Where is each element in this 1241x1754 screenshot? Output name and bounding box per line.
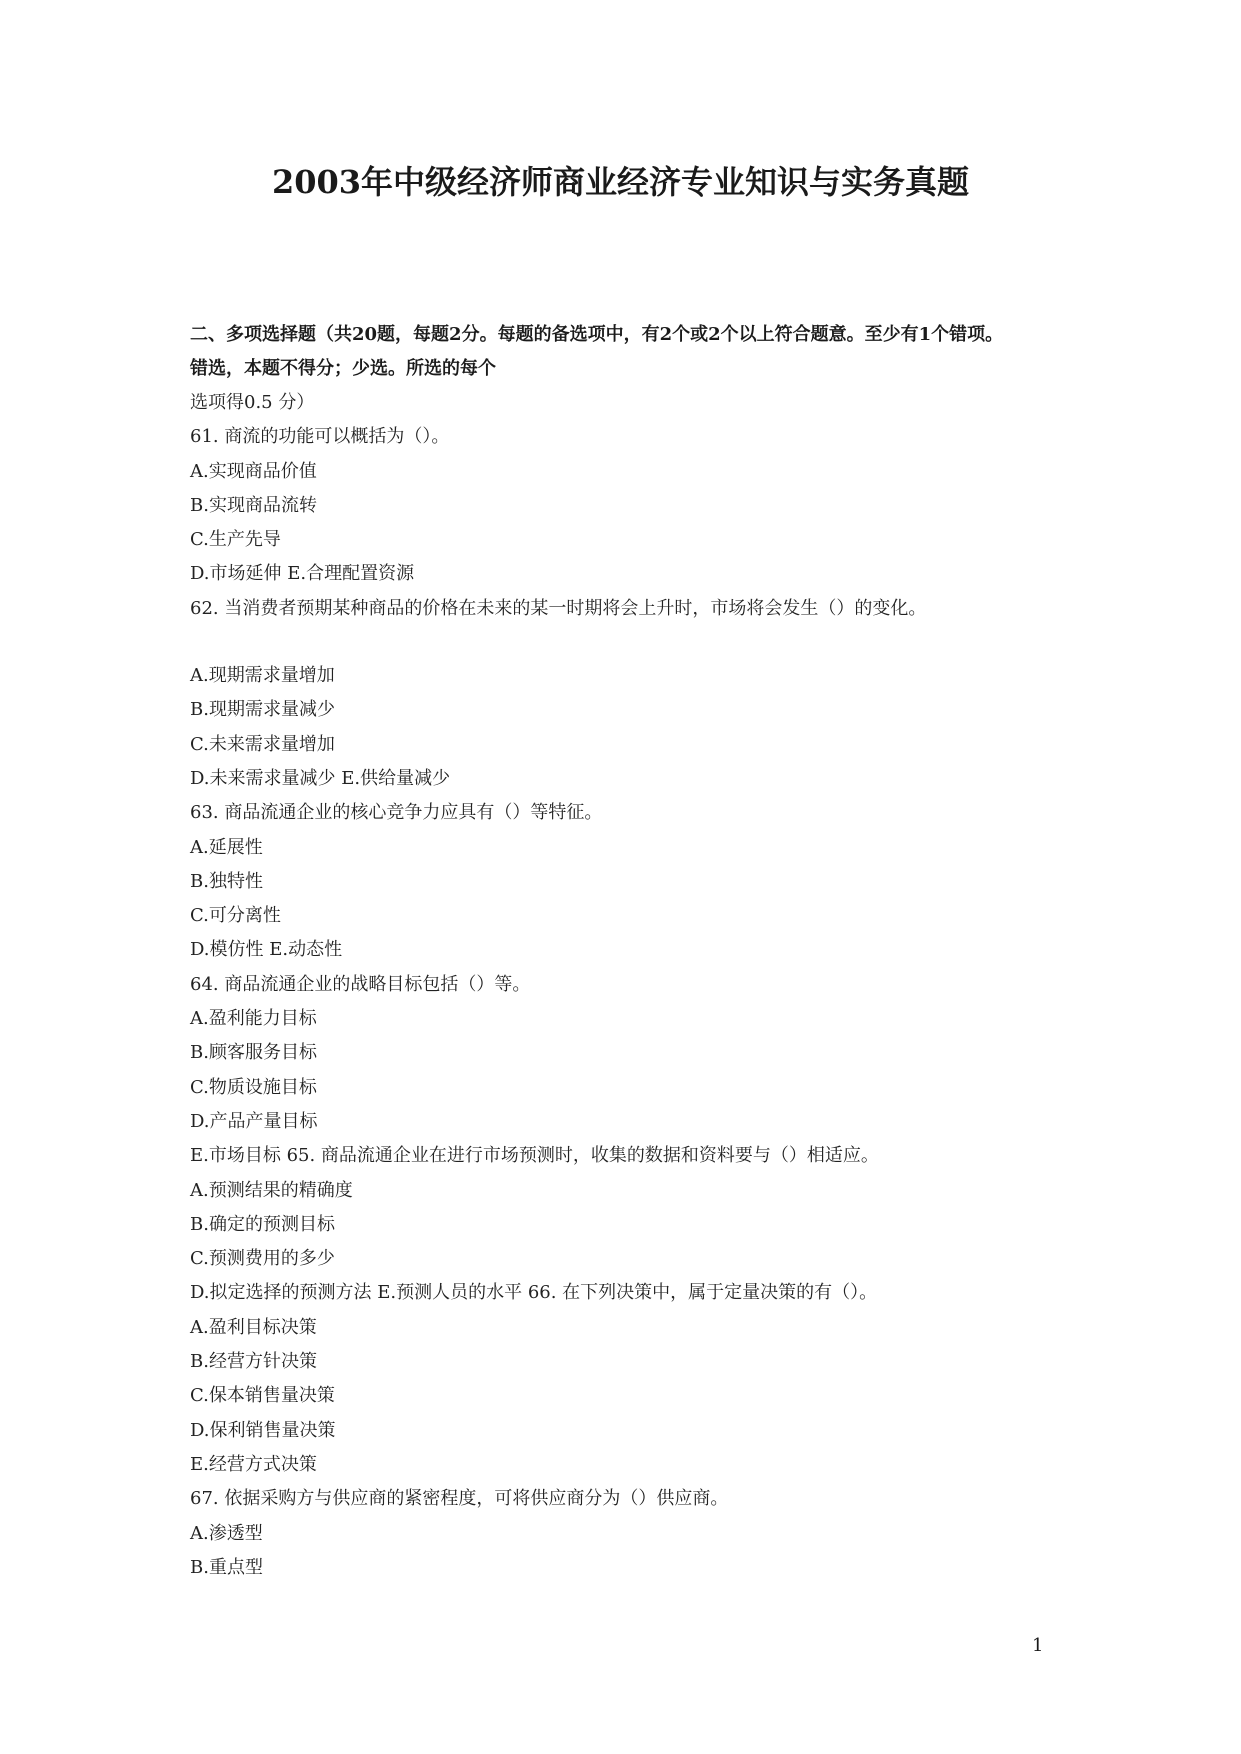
question-62: 62. 当消费者预期某种商品的价格在未来的某一时期将会上升时，市场将会发生（）的变化。: [190, 597, 927, 619]
page-title: 2003年中级经济师商业经济专业知识与实务真题: [271, 163, 970, 201]
option-line: B.现期需求量减少: [190, 699, 335, 721]
option-line: D.模仿性 E.动态性: [190, 939, 343, 961]
option-line: B.顾客服务目标: [190, 1042, 317, 1064]
option-line: D.市场延伸 E.合理配置资源: [190, 563, 415, 585]
option-line: A.盈利能力目标: [190, 1008, 317, 1030]
page-number: 1: [1032, 1635, 1044, 1656]
option-line: A.实现商品价值: [190, 460, 317, 482]
question-63: 63. 商品流通企业的核心竞争力应具有（）等特征。: [190, 802, 603, 824]
question-65: E.市场目标 65. 商品流通企业在进行市场预测时，收集的数据和资料要与（）相适应。: [190, 1145, 879, 1167]
option-line: C.未来需求量增加: [190, 733, 335, 755]
option-line: A.盈利目标决策: [190, 1316, 317, 1338]
section-heading: [190, 318, 1070, 386]
option-line: A.预测结果的精确度: [190, 1179, 353, 1201]
option-line: C.生产先导: [190, 529, 281, 551]
option-line: C.物质设施目标: [190, 1076, 317, 1098]
option-line: D.产品产量目标: [190, 1110, 318, 1132]
option-line: B.经营方针决策: [190, 1351, 317, 1373]
option-line: B.确定的预测目标: [190, 1213, 335, 1235]
option-line: C.预测费用的多少: [190, 1248, 335, 1270]
option-line: A.渗透型: [190, 1522, 263, 1544]
option-line: C.可分离性: [190, 905, 281, 927]
section-heading-line: 错选，本题不得分；少选。所选的每个: [190, 358, 496, 379]
section-heading-line: 二、多项选择题（共20题，每题2分。每题的备选项中，有2个或2个以上符合题意。至少有1个错项。: [190, 324, 1004, 345]
option-line: B.独特性: [190, 870, 263, 892]
question-64: 64. 商品流通企业的战略目标包括（）等。: [190, 973, 531, 995]
option-line: B.重点型: [190, 1556, 263, 1578]
option-line: A.现期需求量增加: [190, 665, 335, 687]
question-67: 67. 依据采购方与供应商的紧密程度，可将供应商分为（）供应商。: [190, 1488, 729, 1510]
question-66: D.拟定选择的预测方法 E.预测人员的水平 66. 在下列决策中，属于定量决策的有（）。: [190, 1282, 878, 1304]
option-line: A.延展性: [190, 836, 263, 858]
option-line: D.未来需求量减少 E.供给量减少: [190, 767, 451, 789]
question-list: [190, 386, 1070, 1585]
question-61: 61. 商流的功能可以概括为（）。: [190, 426, 450, 448]
option-line: E.经营方式决策: [190, 1453, 317, 1475]
option-line: D.保利销售量决策: [190, 1419, 336, 1441]
option-line: B.实现商品流转: [190, 494, 317, 516]
option-line: C.保本销售量决策: [190, 1385, 335, 1407]
text-line: 选项得0.5 分）: [190, 392, 315, 413]
